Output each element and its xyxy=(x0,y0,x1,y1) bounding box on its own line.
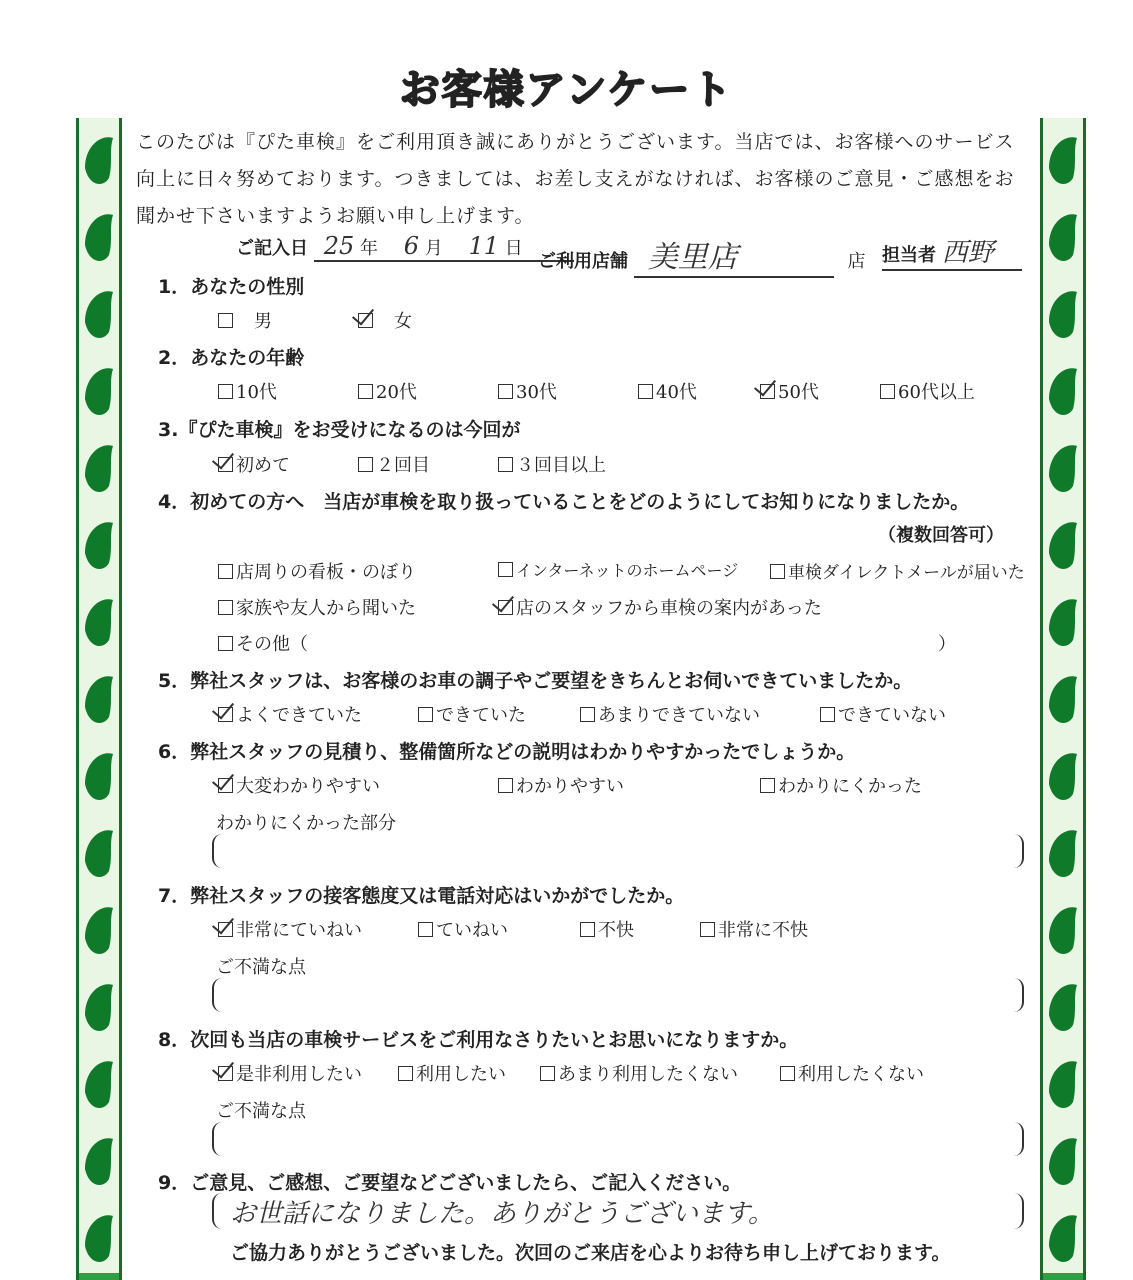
checkbox[interactable] xyxy=(218,600,233,615)
q1-label: 1．あなたの性別 xyxy=(158,276,305,298)
checkbox[interactable] xyxy=(418,922,433,937)
q7-sub-label: ご不満な点 xyxy=(216,957,306,978)
q5-option-not[interactable]: できていない xyxy=(820,701,946,727)
q4-option-direct-mail[interactable]: 車検ダイレクトメールが届いた xyxy=(770,558,1025,583)
day-unit: 日 xyxy=(504,238,523,259)
q7-option-unpleasant[interactable]: 不快 xyxy=(580,916,634,942)
date-label: ご記入日 xyxy=(236,238,308,259)
checkbox[interactable] xyxy=(218,636,233,651)
q4-note: （複数回答可） xyxy=(878,525,1004,546)
q2-option-20s[interactable]: 20代 xyxy=(358,378,417,404)
q8-option-not-much[interactable]: あまり利用したくない xyxy=(540,1060,738,1086)
checkbox[interactable] xyxy=(358,457,373,472)
checkbox-checked[interactable] xyxy=(498,600,513,615)
store-name: 美里店 xyxy=(647,240,738,275)
q9-label: 9．ご意見、ご感想、ご要望などございましたら、ご記入ください。 xyxy=(158,1172,742,1194)
q8-comment-field[interactable] xyxy=(212,1122,1024,1156)
q9-answer: お世話になりました。ありがとうございます。 xyxy=(230,1199,774,1229)
q1-option-female[interactable]: 女 xyxy=(358,307,412,333)
checkbox[interactable] xyxy=(780,1066,795,1081)
q2-option-60s-plus[interactable]: 60代以上 xyxy=(880,378,975,404)
q7-comment-field[interactable] xyxy=(212,978,1024,1012)
checkbox-checked[interactable] xyxy=(358,313,373,328)
q5-option-well[interactable]: できていた xyxy=(418,701,526,727)
q4-option-signboard[interactable]: 店周りの看板・のぼり xyxy=(218,558,416,584)
checkbox[interactable] xyxy=(580,922,595,937)
checkbox[interactable] xyxy=(880,384,895,399)
checkbox[interactable] xyxy=(218,313,233,328)
date-year: 25 xyxy=(323,232,355,260)
q3-option-third-plus[interactable]: ３回目以上 xyxy=(498,451,606,477)
q6-label: 6．弊社スタッフの見積り、整備箇所などの説明はわかりやすかったでしょうか。 xyxy=(158,741,856,763)
checkbox[interactable] xyxy=(358,384,373,399)
date-month: 6 xyxy=(403,232,420,260)
checkbox[interactable] xyxy=(498,457,513,472)
q6-comment-field[interactable] xyxy=(212,834,1024,868)
q2-option-40s[interactable]: 40代 xyxy=(638,378,697,404)
q8-sub-label: ご不満な点 xyxy=(216,1101,306,1122)
q8-option-yes[interactable]: 利用したい xyxy=(398,1060,506,1086)
q5-option-very-well[interactable]: よくできていた xyxy=(218,701,362,727)
q6-option-clear[interactable]: わかりやすい xyxy=(498,772,624,798)
store-line xyxy=(538,232,865,278)
date-day: 11 xyxy=(468,232,500,260)
q2-option-10s[interactable]: 10代 xyxy=(218,378,277,404)
q5-option-not-much[interactable]: あまりできていない xyxy=(580,701,760,727)
q4-label: 4．初めての方へ 当店が車検を取り扱っていることをどのようにしてお知りになりましたか。 xyxy=(158,491,970,513)
q7-label: 7．弊社スタッフの接客態度又は電話対応はいかがでしたか。 xyxy=(158,885,685,907)
q1-option-male[interactable]: 男 xyxy=(218,307,272,333)
q3-option-second[interactable]: ２回目 xyxy=(358,451,430,477)
intro-text: このたびは『ぴた車検』をご利用頂き誠にありがとうございます。当店では、お客様へのサービス向上に日々努めております。つきましては、お差し支えがなければ、お客様のご意見・ご感想をお聞かせ下さいますようお願い申し上げます。 xyxy=(136,131,1015,227)
checkbox[interactable] xyxy=(820,707,835,722)
checkbox[interactable] xyxy=(218,564,233,579)
checkbox[interactable] xyxy=(540,1066,555,1081)
q2-option-50s[interactable]: 50代 xyxy=(760,378,819,404)
store-label: ご利用店舗 xyxy=(538,251,628,272)
page-title: お客様アンケート xyxy=(399,67,734,113)
q4-option-other[interactable]: その他（ xyxy=(218,630,308,656)
q4-other-close: ） xyxy=(938,634,956,655)
checkbox[interactable] xyxy=(418,707,433,722)
q6-sub-label: わかりにくかった部分 xyxy=(216,813,396,834)
checkbox-checked[interactable] xyxy=(218,1066,233,1081)
checkbox[interactable] xyxy=(218,384,233,399)
year-unit: 年 xyxy=(360,238,379,259)
q8-label: 8．次回も当店の車検サービスをご利用なさりたいとお思いになりますか。 xyxy=(158,1029,799,1051)
left-leaf-border xyxy=(76,118,122,1280)
checkbox-checked[interactable] xyxy=(218,778,233,793)
checkbox-checked[interactable] xyxy=(218,922,233,937)
q8-option-no[interactable]: 利用したくない xyxy=(780,1060,924,1086)
staff-line xyxy=(882,232,1022,271)
checkbox[interactable] xyxy=(498,778,513,793)
q4-option-family-friends[interactable]: 家族や友人から聞いた xyxy=(218,594,416,620)
checkbox[interactable] xyxy=(770,564,785,579)
checkbox-checked[interactable] xyxy=(218,457,233,472)
right-leaf-border xyxy=(1040,118,1086,1280)
checkbox[interactable] xyxy=(398,1066,413,1081)
q7-option-very-unpleasant[interactable]: 非常に不快 xyxy=(700,916,808,942)
checkbox[interactable] xyxy=(580,707,595,722)
q2-label: 2．あなたの年齢 xyxy=(158,347,305,369)
q6-option-unclear[interactable]: わかりにくかった xyxy=(760,772,922,798)
q4-option-homepage[interactable]: インターネットのホームページ xyxy=(498,558,738,581)
q9-comment-field[interactable] xyxy=(212,1193,1024,1229)
q5-label: 5．弊社スタッフは、お客様のお車の調子やご要望をきちんとお伺いできていましたか。 xyxy=(158,670,913,692)
checkbox[interactable] xyxy=(498,562,513,577)
q2-option-30s[interactable]: 30代 xyxy=(498,378,557,404)
q6-option-very-clear[interactable]: 大変わかりやすい xyxy=(218,772,380,798)
q7-option-polite[interactable]: ていねい xyxy=(418,916,508,942)
q7-option-very-polite[interactable]: 非常にていねい xyxy=(218,916,362,942)
footer-thanks: ご協力ありがとうございました。次回のご来店を心よりお待ち申し上げております。 xyxy=(230,1242,951,1264)
q8-option-definitely[interactable]: 是非利用したい xyxy=(218,1060,362,1086)
checkbox[interactable] xyxy=(700,922,715,937)
checkbox[interactable] xyxy=(760,778,775,793)
store-suffix: 店 xyxy=(847,251,866,272)
q3-label: 3.『ぴた車検』をお受けになるのは今回が xyxy=(158,419,521,441)
checkbox-checked[interactable] xyxy=(218,707,233,722)
checkbox-checked[interactable] xyxy=(760,384,775,399)
meta-line xyxy=(236,232,574,262)
staff-label: 担当者 xyxy=(882,245,936,266)
q4-option-staff-guidance[interactable]: 店のスタッフから車検の案内があった xyxy=(498,594,822,620)
staff-name: 西野 xyxy=(941,238,994,268)
q3-option-first[interactable]: 初めて xyxy=(218,451,290,477)
checkbox[interactable] xyxy=(498,384,513,399)
checkbox[interactable] xyxy=(638,384,653,399)
month-unit: 月 xyxy=(424,238,443,259)
